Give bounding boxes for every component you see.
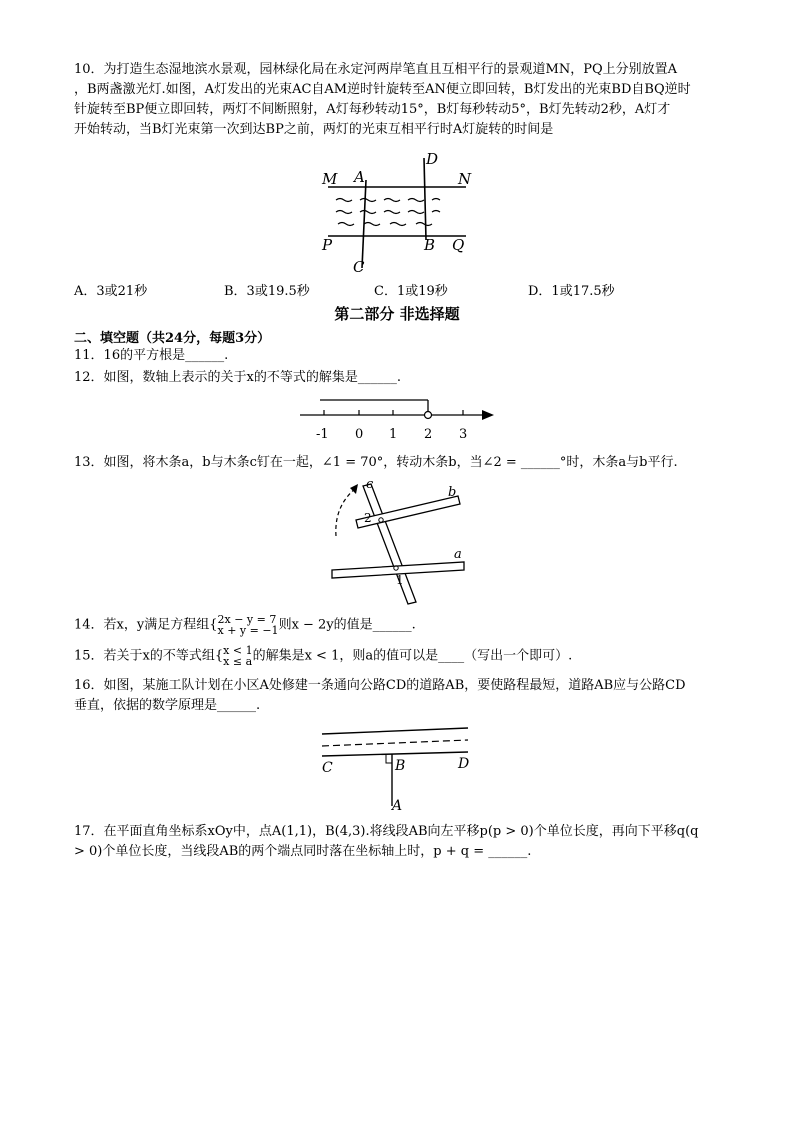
rotation-arrow-icon	[350, 484, 358, 494]
question-14	[74, 614, 722, 636]
option-b[interactable]: B．3或19.5秒	[224, 284, 310, 299]
question-10-line-1: 10．为打造生态湿地滨水景观，园林绿化局在永定河两岸笔直且互相平行的景观道MN，PQ上分别放置A	[74, 62, 678, 77]
label-angle-1: 1	[396, 573, 404, 587]
question-10-line-4: 开始转动，当B灯光束第一次到达BP之前，两灯的光束互相平行时A灯旋转的时间是	[74, 122, 554, 137]
label-p: P	[322, 236, 333, 254]
label-q: Q	[452, 236, 465, 254]
inequality-system	[223, 645, 252, 667]
label-a: a	[454, 547, 462, 562]
inequality-1: x < 1	[223, 644, 253, 657]
label-a: A	[354, 168, 365, 186]
question-14-prefix: 14．若x，y满足方程组{	[74, 617, 218, 633]
open-circle-icon	[425, 412, 432, 419]
rotation-arc	[336, 488, 356, 536]
wave-row-3	[338, 223, 432, 226]
label-b: b	[448, 485, 457, 500]
equation-system	[218, 614, 279, 636]
road-bottom-edge	[322, 752, 468, 756]
road-figure	[318, 722, 478, 812]
tick-label: 1	[389, 427, 398, 442]
right-angle-mark-icon	[386, 755, 392, 763]
part-two-title: 第二部分 非选择题	[334, 305, 460, 323]
beam-ac	[362, 180, 366, 268]
label-c: C	[322, 760, 333, 776]
label-d: D	[458, 756, 470, 772]
option-a[interactable]: A．3或21秒	[74, 284, 148, 299]
question-10-line-2: ，B两盏激光灯.如图，A灯发出的光束AC自AM逆时针旋转至AN便立即回转，B灯发出的光束BD自BQ逆时	[74, 82, 691, 97]
river-lamp-figure	[316, 150, 486, 276]
beam-bd	[424, 158, 426, 240]
road-center-line	[322, 740, 468, 746]
strip-c	[363, 484, 416, 604]
question-15-prefix: 15．若关于x的不等式组{	[74, 648, 224, 664]
question-17-line-2: > 0)个单位长度，当线段AB的两个端点同时落在坐标轴上时，p + q = ______.	[74, 844, 532, 859]
label-n: N	[458, 170, 472, 188]
question-11: 11．16的平方根是______.	[74, 348, 229, 363]
question-15-suffix: 的解集是x < 1，则a的值可以是____（写出一个即可）.	[252, 648, 573, 664]
tick-label: 0	[355, 427, 364, 442]
equation-2: x + y = −1	[217, 624, 279, 637]
question-16	[74, 676, 722, 716]
question-15	[74, 645, 722, 667]
tick-label: -1	[316, 427, 329, 442]
question-12: 12．如图，数轴上表示的关于x的不等式的解集是______.	[74, 370, 402, 385]
label-b: B	[395, 758, 406, 774]
option-c[interactable]: C．1或19秒	[374, 284, 448, 299]
tick-label: 2	[424, 427, 433, 442]
label-angle-2: 2	[364, 511, 372, 525]
number-line-figure	[296, 392, 506, 446]
question-14-suffix: 则x − 2y的值是______.	[278, 617, 416, 633]
axis-arrow-icon	[482, 410, 494, 420]
wooden-strips-figure	[326, 476, 472, 612]
label-m: M	[322, 170, 338, 188]
label-c: C	[353, 258, 365, 276]
wave-row-2	[336, 211, 440, 214]
label-d: D	[426, 150, 439, 168]
inequality-2: x ≤ a	[223, 655, 253, 668]
question-16-line-1: 16．如图，某施工队计划在小区A处修建一条通向公路CD的道路AB，要使路程最短，道路AB应与公路CD	[74, 678, 686, 693]
tick-label: 3	[459, 427, 468, 442]
question-17	[74, 822, 722, 862]
fill-in-section-heading: 二、填空题（共24分，每题3分）	[74, 331, 271, 346]
label-c: c	[366, 477, 374, 492]
question-16-line-2: 垂直，依据的数学原理是______.	[74, 698, 261, 713]
question-17-line-1: 17．在平面直角坐标系xOy中，点A(1,1)，B(4,3).将线段AB向左平移p(p > 0)个单位长度，再向下平移q(q	[74, 824, 699, 839]
label-b: B	[424, 236, 436, 254]
question-10	[74, 60, 722, 140]
equation-1: 2x − y = 7	[217, 613, 277, 626]
road-top-edge	[322, 728, 468, 734]
label-a: A	[392, 798, 403, 812]
question-13: 13．如图，将木条a，b与木条c钉在一起，∠1 = 70°，转动木条b，当∠2 = ______°时，木条a与b平行.	[74, 455, 678, 470]
question-10-line-3: 针旋转至BP便立即回转，两灯不间断照射，A灯每秒转动15°，B灯每秒转动5°，B灯先转动2秒，A灯才	[74, 102, 671, 117]
option-d[interactable]: D．1或17.5秒	[528, 284, 615, 299]
